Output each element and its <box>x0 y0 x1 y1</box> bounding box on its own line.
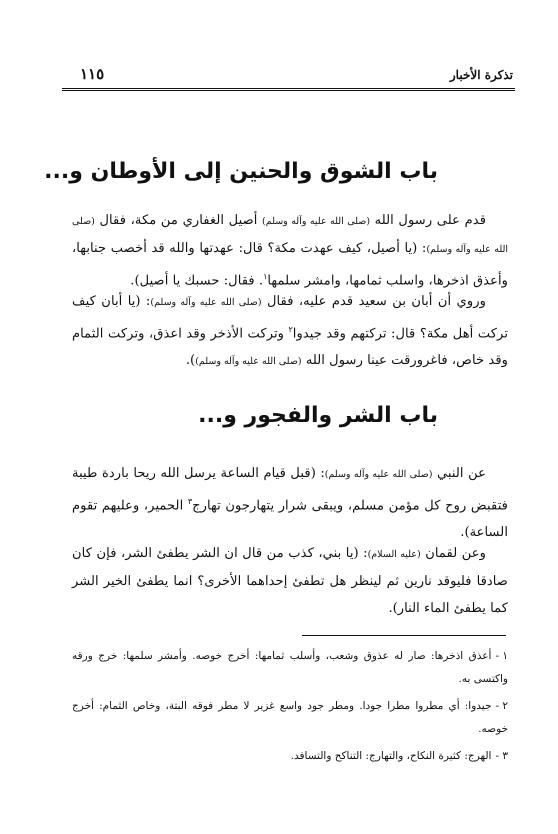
footnote <box>72 695 508 741</box>
page-header <box>62 64 515 91</box>
footnote-text: الهرج: كثيرة النكاح، والتهارج: التناكح والتسافد. <box>290 750 492 762</box>
footnote-ref: ١ <box>263 272 268 281</box>
footnote-text: جيدوا: أي مطروا مطرا جودا. ومطر جود واسع غزير لا مطر فوقه البتة، وخاص الثمام: أخرج خوصه. <box>72 700 508 735</box>
paragraph-text: وعن لقمان <box>425 546 487 561</box>
paragraph-text: : (يا أصيل، كيف عهدت مكة؟ قال: عهدتها والله قد أخصب جنابها، وأعذق اذخرها، واسلب ثمامها، وامشر سلمها <box>72 241 508 289</box>
book-title: تذكرة الأخبار <box>449 68 513 82</box>
footnote-text: أعذق اذخرها: صار له عذوق وشعب، وأسلب ثمامها: أخرج خوصه. وأمشر سلمها: خرج ورقه واكتسى به. <box>72 650 508 685</box>
paragraph-text: قدم على رسول الله <box>374 213 487 228</box>
page-number: ١١٥ <box>80 65 105 83</box>
paragraph-text: ). <box>185 353 196 369</box>
paragraph-text: وتركت الأذخر وقد اعذق، وتركت الثمام وقد خاص، فاغرورقت عينا رسول الله <box>72 326 508 369</box>
honorific: (صلى الله عليه وآله وسلم) <box>72 216 509 255</box>
paragraph-text: عن النبي <box>436 466 486 481</box>
footnote-ref: ٣ <box>187 497 193 506</box>
footnote-number: ٢ - <box>495 700 508 712</box>
honorific: (صلى الله عليه وآله وسلم) <box>262 216 371 227</box>
footnote <box>72 645 508 691</box>
paragraph <box>72 207 508 294</box>
honorific: (صلى الله عليه وآله وسلم) <box>150 297 262 308</box>
section-title: باب الشر والفجور و... <box>198 403 438 428</box>
honorific: (صلى الله عليه وآله وسلم) <box>324 469 433 480</box>
paragraph-text: . فقال: حسبك يا أصيل). <box>130 273 264 289</box>
footnote-divider <box>302 635 506 636</box>
paragraph <box>72 460 508 546</box>
honorific: (صلى الله عليه وآله وسلم) <box>195 356 302 368</box>
footnotes <box>72 645 508 772</box>
paragraph-text: الحمير، وعليهم تقوم الساعة). <box>72 498 508 541</box>
section-title: باب الشوق والحنين إلى الأوطان و... <box>44 159 438 184</box>
paragraph-text: أصيل الغفاري من مكة، فقال <box>99 213 258 228</box>
paragraph-text: : (يا بني، كذب من قال ان الشر يطفئ الشر، فإن كان صادقا فليوقد نارين ثم لينظر هل تطفئ إحداهما الأخرى؟ انما يطفئ الخير الشر كما يطفئ الماء النار). <box>72 546 508 616</box>
paragraph <box>72 288 508 375</box>
paragraph-text: وروي أن أبان بن سعيد قدم عليه، فقال <box>266 294 486 309</box>
paragraph <box>72 540 508 622</box>
footnote-ref: ٢ <box>288 325 293 334</box>
footnote-number: ١ - <box>495 650 508 662</box>
honorific: (عليه السلام) <box>367 549 421 560</box>
footnote-number: ٣ - <box>495 750 508 762</box>
paragraph-text: : (يا أبان كيف تركت أهل مكة؟ قال: تركتهم وقد جيدوا <box>72 294 508 342</box>
paragraph-text: : (قبل قيام الساعة يرسل الله ريحا باردة طيبة فتقبض روح كل مؤمن مسلم، ويبقى شرار يتهارجون تهارج <box>72 466 508 514</box>
footnote <box>72 745 508 768</box>
